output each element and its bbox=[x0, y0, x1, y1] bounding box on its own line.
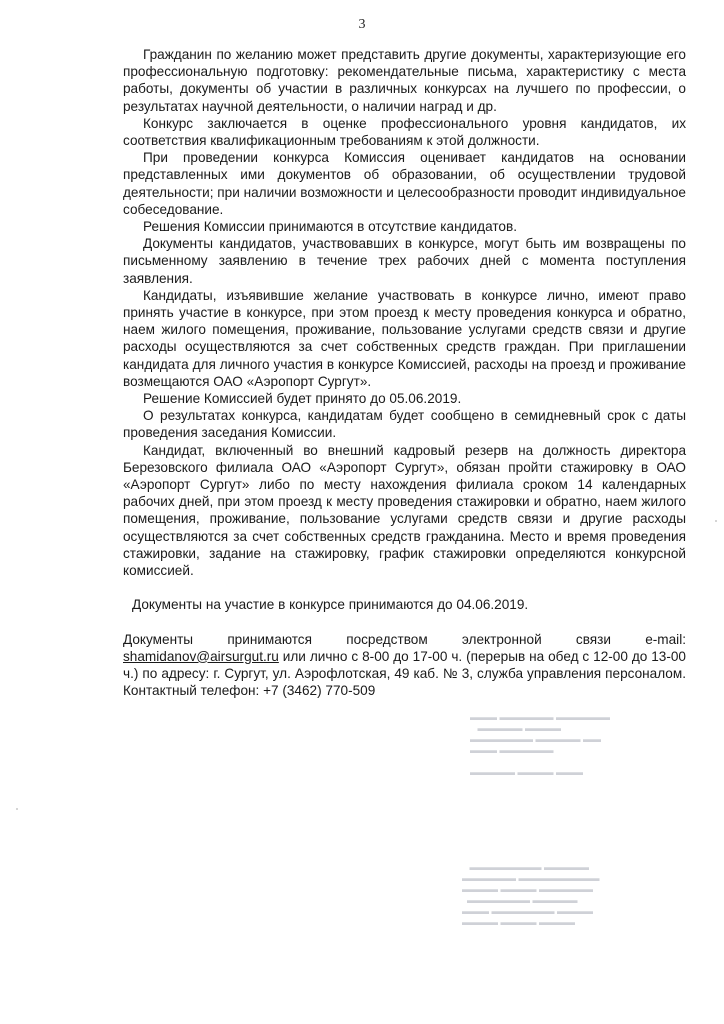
paragraph-internship: Кандидат, включенный во внешний кадровый резерв на должность директора Березовского филиала ОАО «Аэропорт Сургут», обязан пройти стажировку в ОАО «Аэропорт Сургут» либо по месту нахождения филиала сроком 14 календарных рабочих дней, при этом проезд к месту проведения стажировки и обратно, наем жилого помещения, проживание, пользование услугами средств связи и другие расходы осуществляются за счет собственных средств гражданина. Место и время проведения стажировки, задание на стажировку, график стажировки определяются конкурсной комиссией. bbox=[123, 442, 686, 579]
deadline-notice: Документы на участие в конкурсе принимаются до 04.06.2019. bbox=[132, 597, 529, 613]
document-body bbox=[123, 46, 686, 699]
paragraph-other-documents: Гражданин по желанию может представить другие документы, характеризующие его профессиональную подготовку: рекомендательные письма, характеристику с места работы, документы об участии в различных конкурсах на лучшего по профессии, о результатах научной деятельности, о наличии наград и др. bbox=[123, 47, 686, 114]
faint-stamp-top: ▬▬▬ ▬▬▬▬▬▬ ▬▬▬▬▬▬ ▬▬▬▬▬ ▬▬▬▬ ▬▬▬▬▬▬▬ ▬▬▬▬▬ ▬▬ ▬▬▬ ▬▬▬▬▬▬ ▬▬▬▬▬ ▬▬▬▬ ▬▬▬ bbox=[470, 712, 611, 777]
contacts-paragraph bbox=[123, 631, 686, 700]
contacts-suffix: или лично с 8-00 до 17-00 ч. (перерыв на обед с 12-00 до 13-00 ч.) по адресу: г. Сургут, ул. Аэрофлотская, 49 каб. № 3, служба управления персоналом. Контактный телефон: +7 (3462) 770-509 bbox=[123, 648, 686, 699]
paragraph-commission-evaluation: При проведении конкурса Комиссия оценивает кандидатов на основании представленных ими документов об образовании, об осуществлении трудовой деятельности; при наличии возможности и целесообразности проводит индивидуальное собеседование. bbox=[123, 150, 686, 217]
paragraph-contest-essence: Конкурс заключается в оценке профессионального уровня кандидатов, их соответствия квалификационным требованиям к этой должности. bbox=[123, 115, 686, 149]
paragraph-results-notice: О результатах конкурса, кандидатам будет сообщено в семидневный срок с даты проведения заседания Комиссии. bbox=[123, 408, 686, 441]
scan-artifact-dot bbox=[16, 808, 18, 810]
email-link[interactable]: shamidanov@airsurgut.ru bbox=[123, 648, 279, 664]
paragraph-documents-return: Документы кандидатов, участвовавших в конкурсе, могут быть им возвращены по письменному заявлению в течение трех рабочих дней с момента поступления заявления. bbox=[123, 236, 686, 286]
scan-artifact-dot bbox=[715, 520, 717, 522]
paragraph-decisions-absence: Решения Комиссии принимаются в отсутствие кандидатов. bbox=[143, 219, 517, 235]
paragraph-personal-participation: Кандидаты, изъявившие желание участвовать в конкурсе лично, имеют право принять участие в конкурсе, при этом проезд к месту проведения конкурса и обратно, наем жилого помещения, проживание, пользование услугами средств связи и другие расходы осуществляются за счет собственных средств граждан. При приглашении кандидата для личного участия в конкурсе Комиссией, расходы на проезд и проживание возмещаются ОАО «Аэропорт Сургут». bbox=[123, 287, 686, 389]
paragraph-decision-date: Решение Комиссией будет принято до 05.06.2019. bbox=[143, 391, 462, 407]
faint-stamp-bottom: ▬▬▬▬▬▬▬▬ ▬▬▬▬▬ ▬▬▬▬▬▬ ▬▬▬▬▬▬▬▬▬ ▬▬▬▬ ▬▬▬▬ ▬▬▬▬▬▬ ▬▬▬▬▬▬▬ ▬▬▬▬▬ ▬▬▬ ▬▬▬▬▬▬▬ ▬▬▬▬ ▬▬▬▬ ▬▬▬▬ ▬▬▬▬ bbox=[462, 862, 600, 927]
page-number: 3 bbox=[358, 17, 366, 32]
contacts-prefix: Документы принимаются посредством электронной связи e-mail: bbox=[123, 631, 686, 647]
